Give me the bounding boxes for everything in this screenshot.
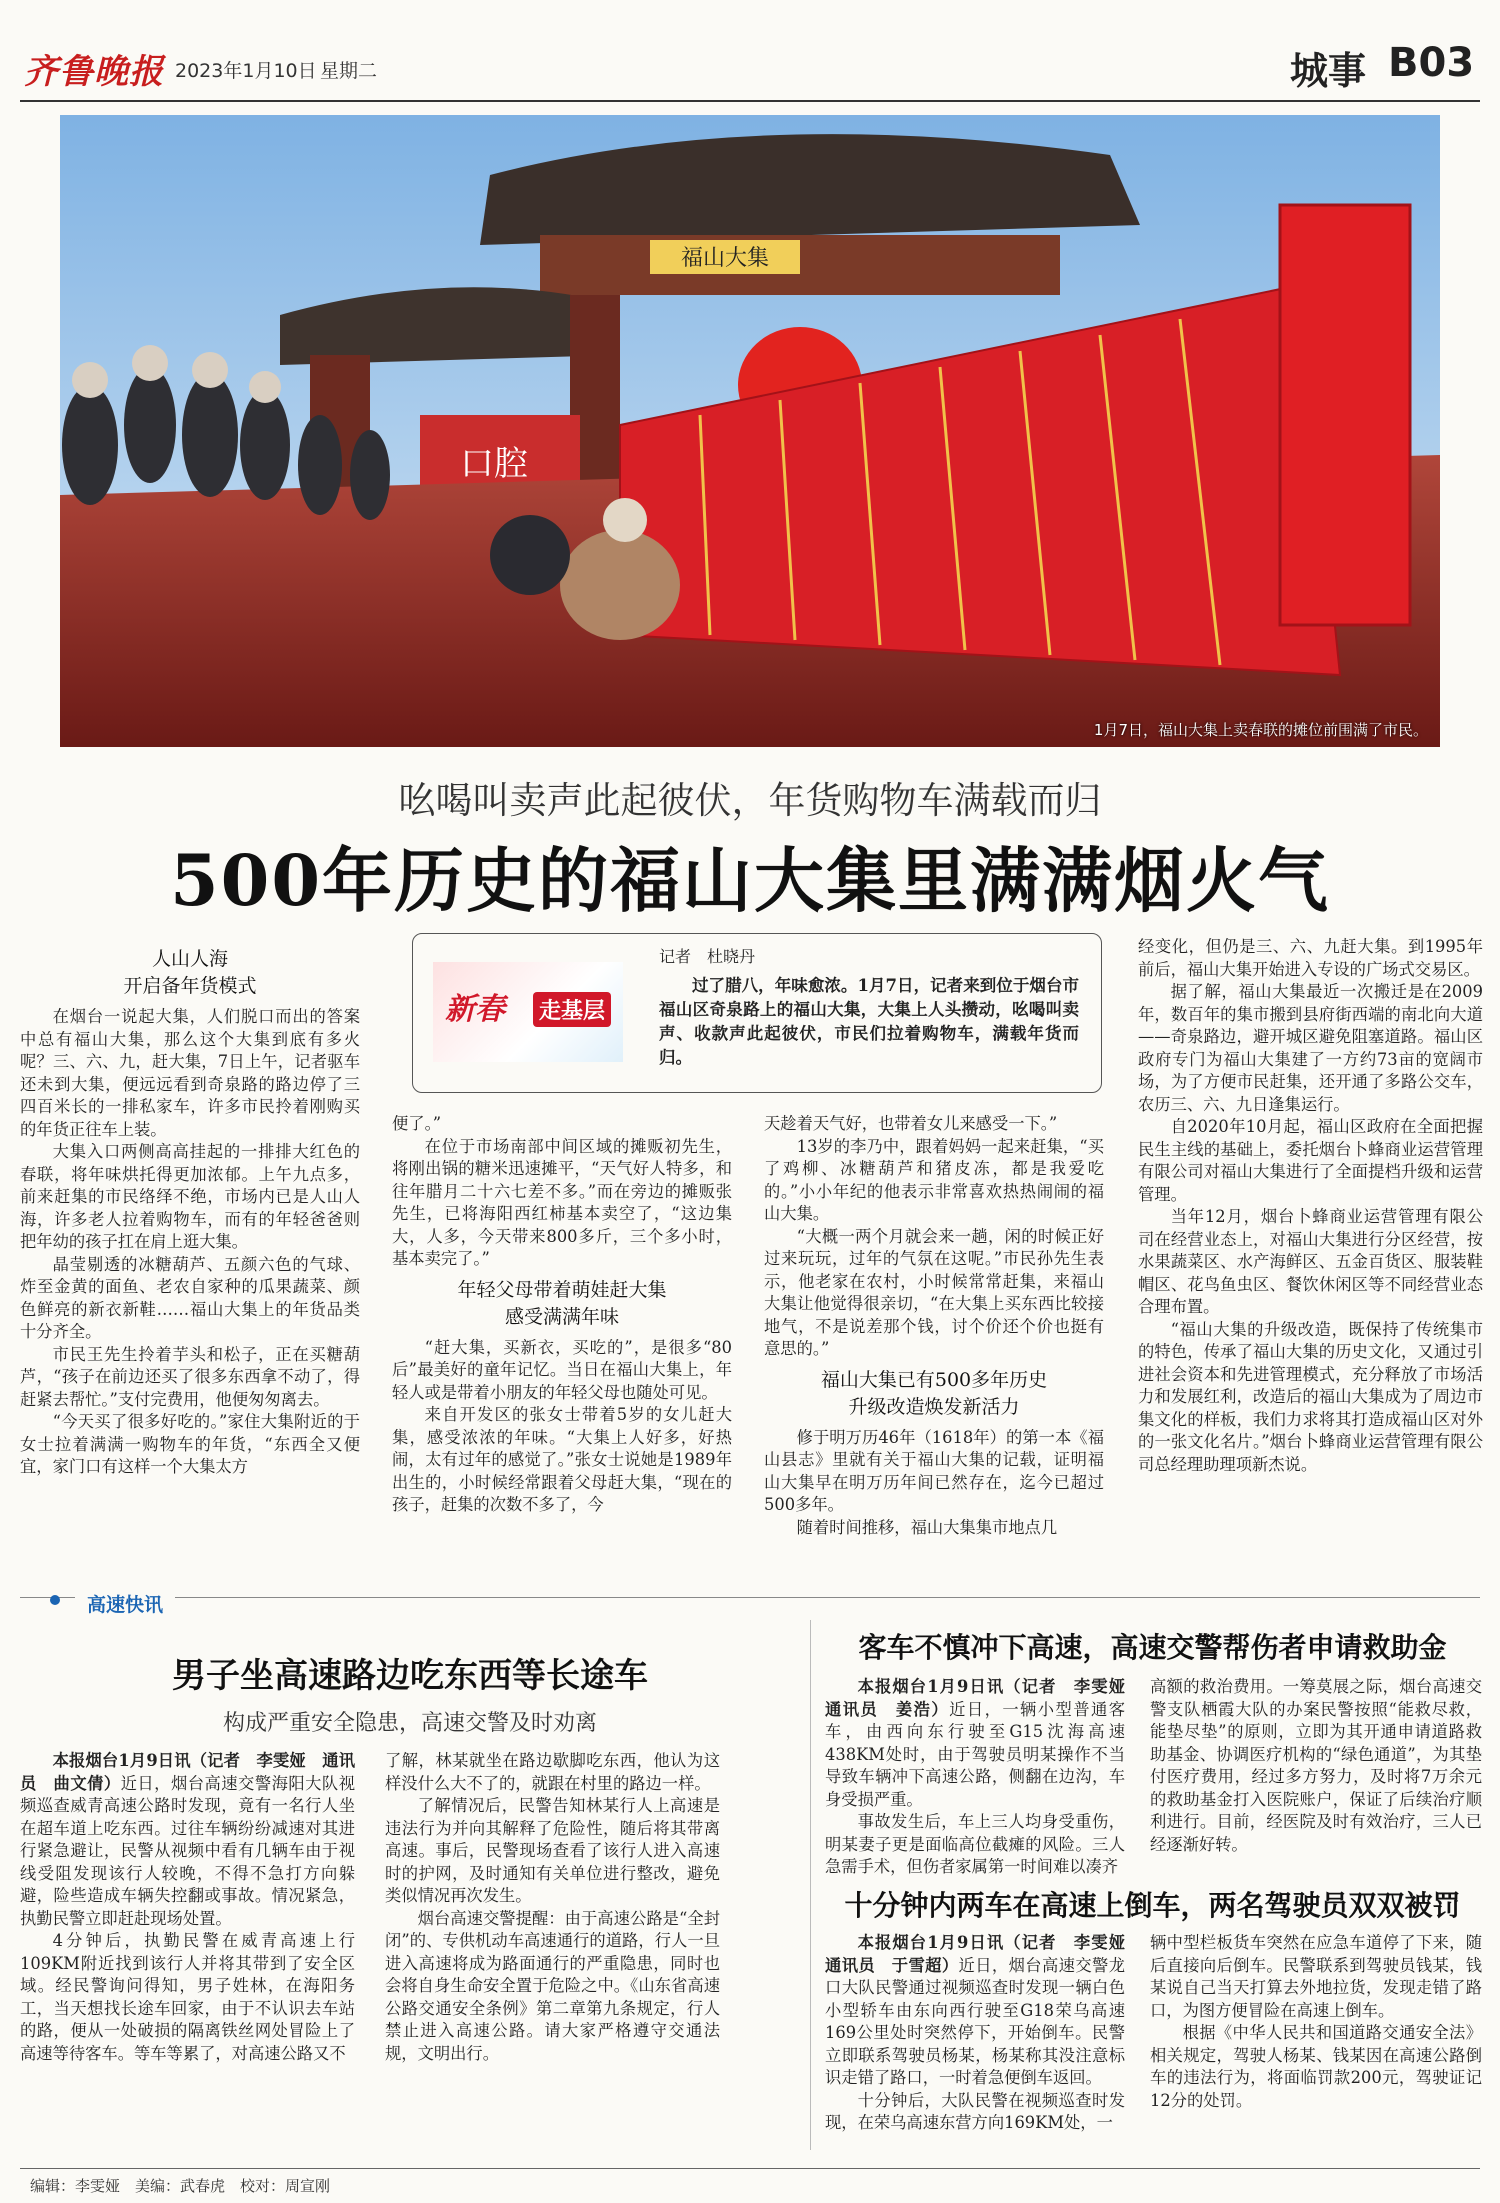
story-3-title: 十分钟内两车在高速上倒车，两名驾驶员双双被罚	[844, 1889, 1461, 1922]
new-year-badge	[433, 962, 623, 1062]
article-column-4	[1138, 936, 1483, 1476]
story-2-column-b	[1150, 1676, 1482, 1856]
paragraph: 大集入口两侧高高挂起的一排排大红色的春联，将年味烘托得更加浓郁。上午九点多，前来赶集的市民络绎不绝，市场内已是人山人海，许多老人拉着购物车，而有的年轻爸爸则把年幼的孩子扛在肩上逛大集。	[20, 1142, 360, 1251]
subhead-3-line-1: 福山大集已有500多年历史	[820, 1368, 1048, 1391]
paragraph: 便了。”	[392, 1114, 442, 1133]
market-photo	[60, 115, 1440, 747]
issue-weekday: 星期二	[320, 60, 378, 82]
story-1-column-a	[20, 1750, 355, 2065]
paragraph: 在位于市场南部中间区域的摊贩初先生，将刚出锅的糖米迅速摊平，“天气好人特多，和往年腊月二十六七差不多。”而在旁边的摊贩张先生，已将海阳西红柿基本卖空了，“这边集大，人多，今天带来800多斤，三个多小时，基本卖完了。”	[392, 1136, 732, 1268]
subhead-2	[392, 1277, 732, 1331]
paragraph: 经变化，但仍是三、六、九赶大集。到1995年前后，福山大集开始进入专设的广场式交易区。	[1138, 937, 1483, 979]
paragraph: 了解，林某就坐在路边歇脚吃东西，他认为这样没什么大不了的，就跟在村里的路边一样。	[385, 1751, 720, 1793]
masthead-divider	[20, 100, 1480, 102]
section-bullet-icon	[50, 1595, 60, 1605]
subhead-2-line-1: 年轻父母带着萌娃赶大集	[457, 1278, 667, 1301]
article-headline: 500年历史的福山大集里满满烟火气	[169, 839, 1331, 922]
story-1-column-b	[385, 1750, 720, 2065]
paragraph: “福山大集的升级改造，既保持了传统集市的特色，传承了福山大集的历史文化，又通过引进社会资本和先进管理模式，充分释放了市场活力和发展红利，改造后的福山大集成为了周边市集文化的样板，我们力求将其打造成福山区对外的一张文化名片。”烟台卜蜂商业运营管理有限公司总经理助理项新杰说。	[1138, 1319, 1483, 1474]
dateline: 本报烟台1月9日讯（记者 李雯娅 通讯员 曲文倩）	[20, 1751, 355, 1793]
subhead-2-line-2: 感受满满年味	[504, 1305, 619, 1328]
market-photo-illustration	[60, 115, 1440, 747]
story-1-title: 男子坐高速路边吃东西等长途车	[172, 1656, 648, 1696]
story-3-column-a	[825, 1932, 1142, 2135]
paragraph: “大概一两个月就会来一趟，闲的时候正好过来玩玩，过年的气氛在这呢。”市民孙先生表示，他老家在农村，小时候常常赶集，来福山大集让他觉得很亲切，“在大集上买东西比较接地气，不是说差那个钱，讨个价还个价也挺有意思的。”	[764, 1226, 1104, 1358]
page-number: B03	[1388, 40, 1475, 86]
paragraph: 事故发生后，车上三人均身受重伤，明某妻子更是面临高位截瘫的风险。三人急需手术，但伤者家属第一时间难以凑齐	[825, 1812, 1125, 1876]
footer-divider	[20, 2168, 1480, 2169]
paragraph: “赶大集，买新衣，买吃的”，是很多“80后”最美好的童年记忆。当日在福山大集上，年轻人或是带着小朋友的年轻父母也随处可见。	[392, 1337, 732, 1402]
dateline: 本报烟台1月9日讯（记者 李雯娅 通讯员 于雪超）	[825, 1933, 1142, 1975]
badge-text-new-year: 新春	[445, 992, 505, 1027]
badge-text-grassroots: 走基层	[533, 992, 611, 1027]
article-column-2	[392, 1113, 732, 1517]
paragraph: 市民王先生拎着芋头和松子，正在买糖葫芦，“孩子在前边还买了很多东西拿不动了，得赶紧去帮忙。”支付完费用，他便匆匆离去。	[20, 1344, 360, 1409]
paragraph: 了解情况后，民警告知林某行人上高速是违法行为并向其解释了危险性，随后将其带离高速。事后，民警现场查看了该行人进入高速时的护网，及时通知有关单位进行整改，避免类似情况再次发生。	[385, 1796, 720, 1905]
story-2-title: 客车不慎冲下高速，高速交警帮伤者申请救助金	[858, 1631, 1447, 1664]
story-2-column-a	[825, 1676, 1142, 1879]
paragraph: 天趁着天气好，也带着女儿来感受一下。”	[764, 1114, 1058, 1133]
editor-credits: 编辑：李雯娅 美编：武春虎 校对：周宣刚	[30, 2177, 331, 2195]
feature-intro-box	[412, 933, 1102, 1093]
paragraph: 据了解，福山大集最近一次搬迁是在2009年，数百年的集市搬到县府街西端的南北向大道——奇泉路边，避开城区避免阻塞道路。福山区政府专门为福山大集建了一方约73亩的宽阔市场，为了方便市民赶集，还开通了多路公交车，农历三、六、九日逢集运行。	[1138, 982, 1483, 1114]
issue-date: 2023年1月10日	[175, 60, 317, 82]
paragraph: 4分钟后，执勤民警在威青高速上行109KM附近找到该行人并将其带到了安全区域。经民警询问得知，男子姓林，在海阳务工，当天想找长途车回家，由于不认识去车站的路，便从一处破损的隔离铁丝网处冒险上了高速等待客车。等车等累了，对高速公路又不	[20, 1931, 355, 2063]
gate-sign: 福山大集	[680, 246, 770, 271]
section-name: 城事	[1290, 48, 1367, 93]
paragraph: 十分钟后，大队民警在视频巡查时发现，在荣乌高速东营方向169KM处，一	[825, 2090, 1125, 2132]
paragraph: 根据《中华人民共和国道路交通安全法》相关规定，驾驶人杨某、钱某因在高速公路倒车的违法行为，将面临罚款200元，驾驶证记12分的处罚。	[1150, 2023, 1482, 2110]
paragraph: 当年12月，烟台卜蜂商业运营管理有限公司在经营业态上，对福山大集进行分区经营，按水果蔬菜区、水产海鲜区、五金百货区、服装鞋帽区、花鸟鱼虫区、餐饮休闲区等不同经营业态合理布置。	[1138, 1207, 1483, 1316]
paragraph: 自2020年10月起，福山区政府在全面把握民生主线的基础上，委托烟台卜蜂商业运营管理有限公司对福山大集进行了全面提档升级和运营管理。	[1138, 1117, 1483, 1204]
subhead-3	[764, 1367, 1104, 1421]
paragraph-text: 近日，一辆小型普通客车，由西向东行驶至G15沈海高速438KM处时，由于驾驶员明某操作不当导致车辆冲下高速公路，侧翻在边沟，车身受损严重。	[825, 1699, 1125, 1809]
subhead-1-line-1: 人山人海	[151, 948, 228, 970]
paragraph-text: 近日，烟台高速交警海阳大队视频巡查威青高速公路时发现，竟有一名行人坐在超车道上吃东西。过往车辆纷纷减速对其进行紧急避让，民警从视频中看有几辆车由于视线受阻发现该行人较晚，不得不急打方向躲避，险些造成车辆失控翻或事故。情况紧急，执勤民警立即赶赴现场处置。	[20, 1773, 355, 1928]
article-column-1	[20, 940, 360, 1479]
subhead-1	[20, 946, 360, 1000]
article-intro: 过了腊八，年味愈浓。1月7日，记者来到位于烟台市福山区奇泉路上的福山大集，大集上人头攒动，吆喝叫卖声、收款声此起彼伏，市民们拉着购物车，满载年货而归。	[659, 976, 1079, 1067]
section-label: 高速快讯	[75, 1590, 175, 1617]
story-3-column-b	[1150, 1932, 1482, 2112]
paragraph-text: 近日，烟台高速交警龙口大队民警通过视频巡查时发现一辆白色小型轿车由东向西行驶至G18荣乌高速169公里处时突然停下，开始倒车。民警立即联系驾驶员杨某，杨某称其没注意标识走错了路口，一时着急便倒车返回。	[825, 1955, 1125, 2087]
reporter-byline: 记者 杜晓丹	[659, 947, 756, 966]
story-1-subtitle: 构成严重安全隐患，高速交警及时劝离	[222, 1711, 597, 1736]
paragraph: 高额的救治费用。一筹莫展之际，烟台高速交警支队栖霞大队的办案民警按照“能救尽救，能垫尽垫”的原则，立即为其开通申请道路救助基金、协调医疗机构的“绿色通道”，为其垫付医疗费用，经过多方努力，及时将7万余元的救助基金打入医院账户，保证了后续治疗顺利进行。目前，经医院及时有效治疗，三人已经逐渐好转。	[1150, 1677, 1482, 1854]
paragraph	[825, 1932, 1142, 2090]
photo-caption: 1月7日，福山大集上卖春联的摊位前围满了市民。	[1093, 721, 1428, 739]
paragraph: 来自开发区的张女士带着5岁的女儿赶大集，感受浓浓的年味。“大集上人好多，好热闹，太有过年的感觉了。”张女士说她是1989年出生的，小时候经常跟着父母赶大集，“现在的孩子，赶集的次数不多了，今	[392, 1405, 732, 1514]
newspaper-logo: 齐鲁晚报	[24, 52, 164, 92]
paragraph: 在烟台一说起大集，人们脱口而出的答案中总有福山大集，那么这个大集到底有多火呢？三、六、九，赶大集，7日上午，记者驱车还未到大集，便远远看到奇泉路的路边停了三四百米长的一排私家车，许多市民拎着刚购买的年货正往车上装。	[20, 1007, 360, 1139]
paragraph: 修于明万历46年（1618年）的第一本《福山县志》里就有关于福山大集的记载，证明福山大集早在明万历年间已然存在，迄今已超过500多年。	[764, 1427, 1104, 1514]
paragraph: 随着时间推移，福山大集集市地点几	[796, 1517, 1058, 1537]
paragraph: “今天买了很多好吃的。”家住大集附近的于女士拉着满满一购物车的年货，“东西全又便宜，家门口有这样一个大集太方	[20, 1412, 360, 1476]
article-column-3	[764, 1113, 1104, 1539]
article-subtitle: 吆喝叫卖声此起彼伏，年货购物车满载而归	[398, 779, 1102, 822]
dateline: 本报烟台1月9日讯（记者 李雯娅 通讯员 姜浩）	[825, 1677, 1142, 1719]
subhead-1-line-2: 开启备年货模式	[123, 975, 257, 997]
paragraph: 烟台高速交警提醒：由于高速公路是“全封闭”的、专供机动车高速通行的道路，行人一旦进入高速将成为路面通行的严重隐患，同时也会将自身生命安全置于危险之中。《山东省高速公路交通安全条例》第二章第九条规定，行人禁止进入高速公路。请大家严格遵守交通法规，文明出行。	[385, 1908, 720, 2063]
paragraph	[825, 1676, 1142, 1811]
paragraph: 晶莹剔透的冰糖葫芦、五颜六色的气球、炸至金黄的面鱼、老农自家种的瓜果蔬菜、颜色鲜亮的新衣新鞋……福山大集上的年货品类十分齐全。	[20, 1254, 360, 1341]
paragraph: 辆中型栏板货车突然在应急车道停了下来，随后直接向后倒车。民警联系到驾驶员钱某，钱某说自己当天打算去外地拉货，发现走错了路口，为图方便冒险在高速上倒车。	[1150, 1933, 1482, 2020]
paragraph	[20, 1750, 355, 1930]
column-divider	[810, 1620, 811, 2150]
section-divider	[20, 1597, 1480, 1598]
poster-text: 口腔	[460, 444, 528, 484]
paragraph: 13岁的李乃中，跟着妈妈一起来赶集，“买了鸡柳、冰糖葫芦和猪皮冻，都是我爱吃的。”小小年纪的他表示非常喜欢热热闹闹的福山大集。	[764, 1136, 1104, 1223]
subhead-3-line-2: 升级改造焕发新活力	[848, 1395, 1020, 1418]
